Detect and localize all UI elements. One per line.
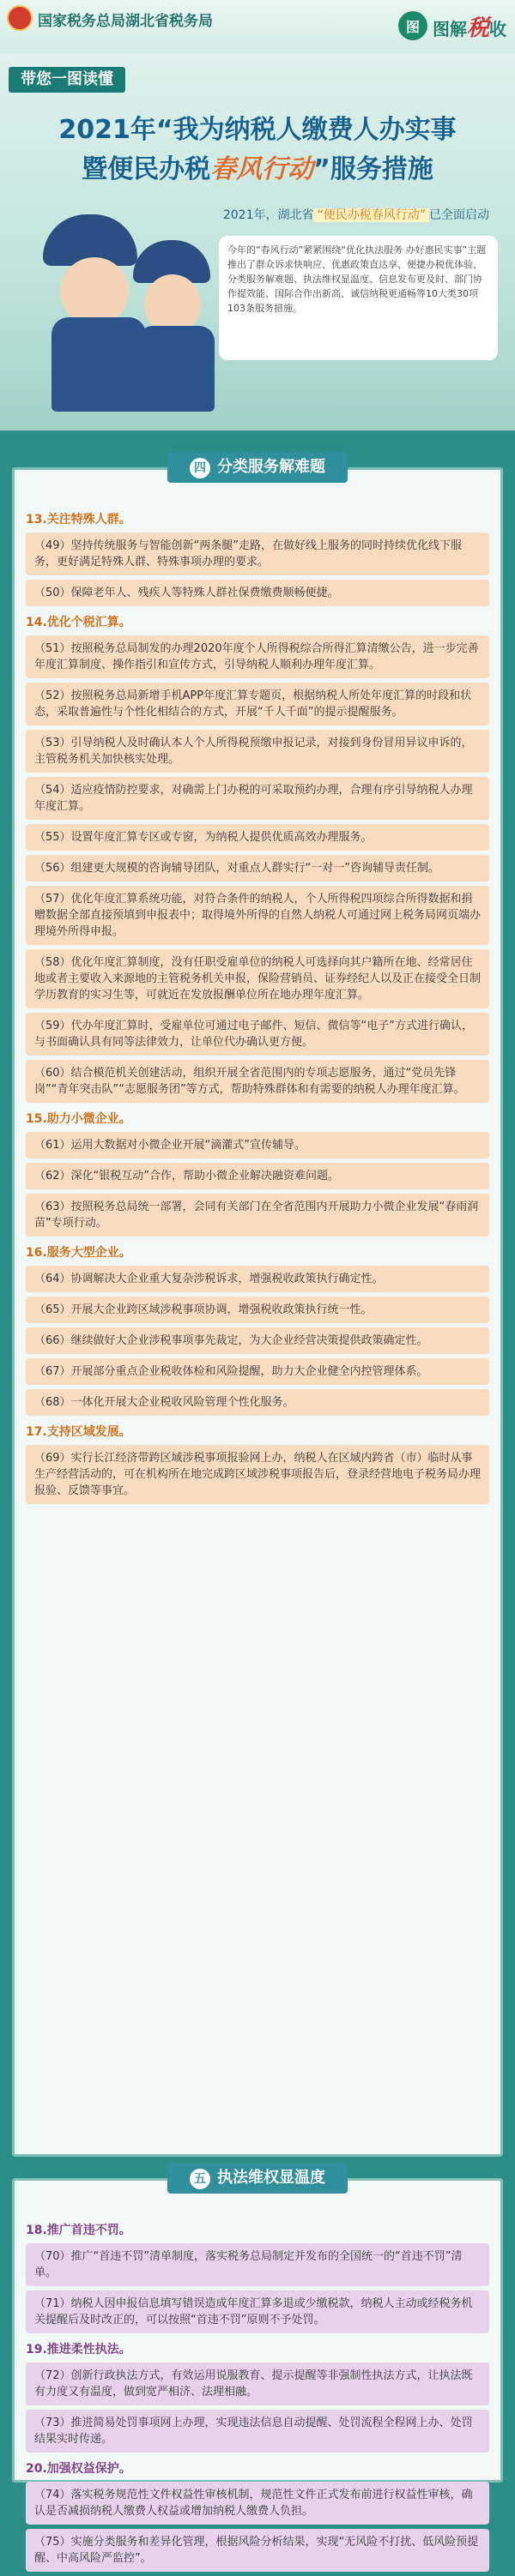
- measure-item: （61）运用大数据对小微企业开展“滴灌式”宣传辅导。: [26, 1132, 489, 1159]
- brand-logo: [398, 9, 506, 43]
- measure-item: （72）创新行政执法方式，有效运用说服教育、提示提醒等非强制性执法方式，让执法既有力度又有温度，做到宽严相济、法理相融。: [26, 2362, 489, 2405]
- category-heading: 14.优化个税汇算。: [26, 616, 131, 629]
- brand-text: 图解税收: [432, 15, 506, 41]
- tax-bureau-emblem-icon: [7, 5, 33, 31]
- category-heading: 18.推广首违不罚。: [26, 2224, 131, 2237]
- hero-title-line1: 2021年“我为纳税人缴费人办实事: [58, 115, 457, 145]
- measure-item: （65）开展大企业跨区域涉税事项协调，增强税收政策执行统一性。: [26, 1297, 489, 1323]
- tax-officer-male-face: [60, 257, 129, 326]
- launch-line: 2021年，湖北省 “便民办税春风行动” 已全面启动: [222, 208, 489, 222]
- ribbon-label: 带您一图读懂: [9, 67, 125, 93]
- category-heading: 16.服务大型企业。: [26, 1246, 131, 1260]
- measure-item: （70）推广“首违不罚”清单制度，落实税务总局制定并发布的全国统一的“首违不罚”清单。: [26, 2243, 489, 2286]
- category-heading: 13.关注特殊人群。: [26, 513, 131, 527]
- measure-item: （57）优化年度汇算系统功能，对符合条件的纳税人，个人所得税四项综合所得数据和捐赠数据全部直接预填到申报表中；取得境外所得的自然人纳税人可通过网上税务局网页端办理境外所得申报。: [26, 886, 489, 945]
- section-4-heading: 四 分类服务解难题: [167, 452, 348, 483]
- tax-officer-male-body: [52, 317, 146, 412]
- intro-text: 今年的“春风行动”紧紧围绕“优化执法服务 办好惠民实事”主题推出了群众诉求快响应、优惠政策直达享、便捷办税优体验、分类服务解难题、执法维权显温度、信息发布更及时、部门协作提效能、国际合作出新高、诚信纳税更通畅等10大类30项103条服务措施。: [219, 236, 498, 360]
- section-5-heading: 五 执法维权显温度: [167, 2163, 348, 2194]
- brand-mark-icon: 图: [398, 11, 427, 40]
- section-4-panel: [12, 458, 503, 2157]
- org-name: 国家税务总局湖北省税务局: [38, 13, 213, 30]
- measure-item: （63）按照税务总局统一部署，会同有关部门在全省范围内开展助力小微企业发展“春雨润苗”专项行动。: [26, 1194, 489, 1237]
- measure-item: （69）实行长江经济带跨区域涉税事项报验网上办，纳税人在区域内跨省（市）临时从事生产经营活动的，可在机构所在地完成跨区域涉税事项报告后，登录经营地电子税务局办理报验、反馈等事宜。: [26, 1445, 489, 1504]
- section-5-items: [26, 2214, 489, 2576]
- measure-item: （52）按照税务总局新增手机APP年度汇算专题页，根据纳税人所处年度汇算的时段和状态，采取普遍性与个性化相结合的方式，开展“千人千面”的提示提醒服务。: [26, 683, 489, 725]
- section-5-panel: [12, 2169, 503, 2565]
- measure-item: （62）深化“银税互动”合作，帮助小微企业解决融资难问题。: [26, 1163, 489, 1189]
- measure-item: （68）一体化开展大企业税收风险管理个性化服务。: [26, 1389, 489, 1416]
- measure-item: （64）协调解决大企业重大复杂涉税诉求，增强税收政策执行确定性。: [26, 1266, 489, 1292]
- measure-item: （50）保障老年人、残疾人等特殊人群社保费缴费顺畅便捷。: [26, 580, 489, 606]
- measure-item: （49）坚持传统服务与智能创新“两条腿”走路，在做好线上服务的同时持续优化线下服务，更好满足特殊人群、特殊事项办理的要求。: [26, 533, 489, 575]
- category-heading: 19.推进柔性执法。: [26, 2343, 131, 2356]
- measure-item: （53）引导纳税人及时确认本人个人所得税预缴申报记录，对接到身份冒用异议申诉的，主管税务机关加快核实处理。: [26, 730, 489, 773]
- measure-item: （51）按照税务总局制发的办理2020年度个人所得税综合所得汇算清缴公告，进一步完善年度汇算制度、操作指引和宣传方式，引导纳税人顺利办理年度汇算。: [26, 635, 489, 678]
- measure-item: （60）结合模范机关创建活动，组织开展全省范围内的专项志愿服务，通过“党员先锋岗”“青年突击队”“志愿服务团”等方式，帮助特殊群体和有需要的纳税人办理年度汇算。: [26, 1060, 489, 1103]
- section-4-items: [26, 503, 489, 1508]
- category-heading: 17.支持区域发展。: [26, 1425, 131, 1439]
- measure-item: （73）推进简易处罚事项网上办理，实现违法信息自动提醒、处罚流程全程网上办、处罚结果实时传递。: [26, 2410, 489, 2453]
- measure-item: （74）落实税务规范性文件权益性审核机制，规范性文件正式发布前进行权益性审核，确认是否减损纳税人缴费人权益或增加纳税人缴费人负担。: [26, 2482, 489, 2525]
- measure-item: （58）优化年度汇算制度，没有任职受雇单位的纳税人可选择向其户籍所在地、经常居住地或者主要收入来源地的主管税务机关申报，保险营销员、证券经纪人以及正在接受全日制学历教育的实习生等，可就近在发放报酬单位所在地办理年度汇算。: [26, 949, 489, 1008]
- measure-item: （67）开展部分重点企业税收体检和风险提醒，助力大企业健全内控管理体系。: [26, 1358, 489, 1385]
- measure-item: （59）代办年度汇算时，受雇单位可通过电子邮件、短信、微信等“电子”方式进行确认，与书面确认具有同等法律效力，让单位代办确认更方便。: [26, 1013, 489, 1056]
- measure-item: （56）组建更大规模的咨询辅导团队，对重点人群实行“一对一”咨询辅导责任制。: [26, 855, 489, 882]
- measure-item: （55）设置年度汇算专区或专窗，为纳税人提供优质高效办理服务。: [26, 824, 489, 851]
- measure-item: （66）继续做好大企业涉税事项事先裁定，为大企业经营决策提供政策确定性。: [26, 1327, 489, 1354]
- measure-item: （71）纳税人因申报信息填写错误造成年度汇算多退或少缴税款，纳税人主动或经税务机关提醒后及时改正的，可以按照“首违不罚”原则不予处罚。: [26, 2290, 489, 2333]
- category-heading: 15.助力小微企业。: [26, 1112, 131, 1126]
- top-bar: [0, 0, 515, 53]
- measure-item: （54）适应疫情防控要求，对确需上门办税的可采取预约办理，合理有序引导纳税人办理年度汇算。: [26, 777, 489, 820]
- category-heading: 20.加强权益保护。: [26, 2462, 131, 2476]
- hero-title-line2: 暨便民办税春风行动”服务措施: [82, 154, 433, 184]
- tax-officer-female-body: [137, 326, 215, 412]
- measure-item: （75）实施分类服务和差异化管理，根据风险分析结果，实现“无风险不打扰、低风险预提醒、中高风险严监控”。: [26, 2529, 489, 2572]
